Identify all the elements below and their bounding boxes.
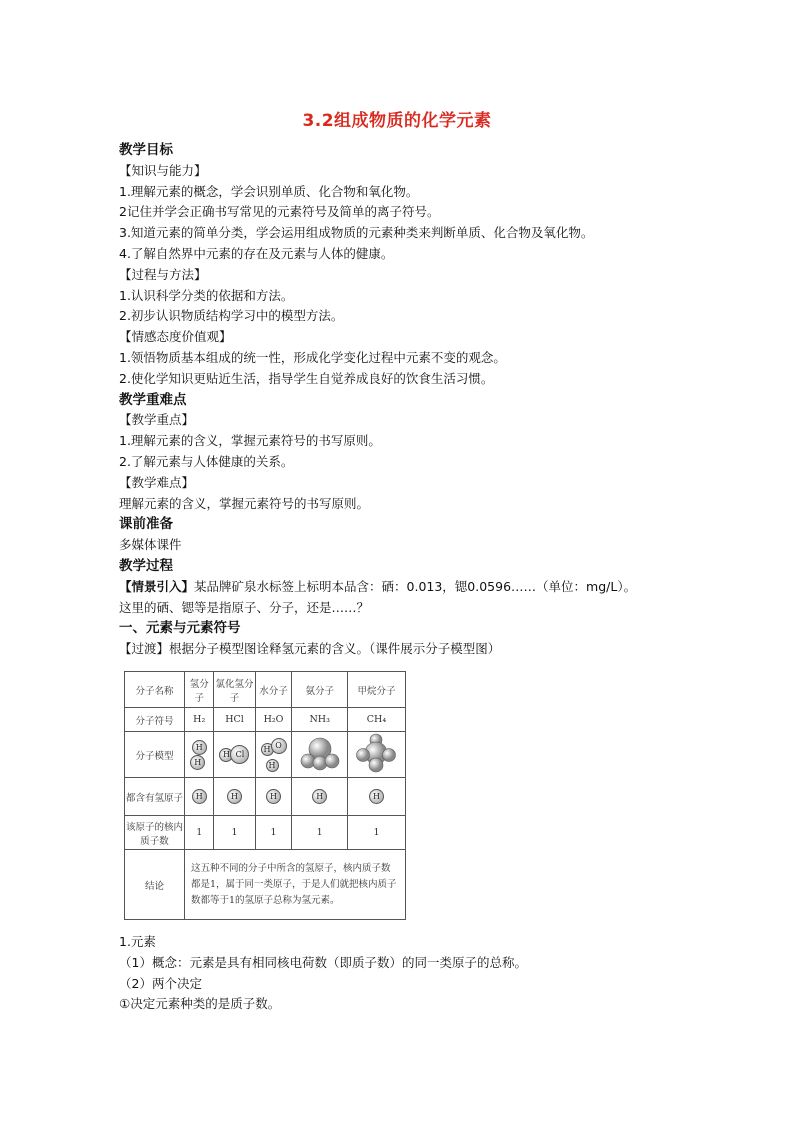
hydrogen-atom-icon: H <box>192 789 207 804</box>
intro-line <box>119 577 699 598</box>
goals-heading: 教学目标 <box>119 142 173 158</box>
molecule-name: 氨分子 <box>292 672 347 708</box>
process-item: 2.初步认识物质结构学习中的模型方法。 <box>119 308 344 324</box>
hydrogen-atom-icon: H <box>190 755 205 770</box>
proton-count: 1 <box>185 816 214 850</box>
prep-text: 多媒体课件 <box>119 537 182 553</box>
hydrogen-atom-cell <box>214 778 255 816</box>
methane-model-icon <box>355 733 397 773</box>
row-label: 分子模型 <box>125 732 185 778</box>
difficulty-sub: 【教学难点】 <box>119 474 195 490</box>
hcl-model <box>214 732 255 778</box>
nh3-model <box>292 732 347 778</box>
hydrogen-atom-icon: H <box>261 743 274 756</box>
proton-count: 1 <box>347 816 405 850</box>
molecule-formula: CH₄ <box>347 708 405 732</box>
key-sub: 【教学重点】 <box>119 412 195 428</box>
molecule-name: 水分子 <box>255 672 292 708</box>
key-item: 1.理解元素的含义，掌握元素符号的书写原则。 <box>119 433 381 449</box>
transition-label: 【过渡】 <box>119 641 170 657</box>
table-row <box>125 850 406 920</box>
hydrogen-atom-cell <box>292 778 347 816</box>
molecule-formula: H₂ <box>185 708 214 732</box>
document-body <box>119 140 699 660</box>
row-label: 都含有氢原子 <box>125 778 185 816</box>
intro-line2: 这里的硒、锶等是指原子、分子，还是……？ <box>119 599 370 615</box>
attitude-item: 1.领悟物质基本组成的统一性，形成化学变化过程中元素不变的观念。 <box>119 349 506 365</box>
difficulty-text: 理解元素的含义，掌握元素符号的书写原则。 <box>119 495 370 511</box>
row-label: 分子名称 <box>125 672 185 708</box>
table-row <box>125 732 406 778</box>
transition-text: 根据分子模型图诠释氢元素的含义。（课件展示分子模型图） <box>169 641 501 657</box>
oxygen-atom-icon: O <box>271 738 287 754</box>
page-title: 3.2组成物质的化学元素 <box>302 111 492 131</box>
row-label: 结论 <box>125 850 185 920</box>
conclusion-text: 这五种不同的分子中所含的氢原子，核内质子数都是1，属于同一类原子，于是人们就把核内质子数都等于1的氢原子总称为氢元素。 <box>185 850 406 920</box>
element-item: 1.元素 <box>119 934 156 949</box>
key-heading: 教学重难点 <box>119 391 187 408</box>
prep-heading: 课前准备 <box>119 516 173 533</box>
hydrogen-atom-icon: H <box>369 789 384 804</box>
table-row <box>125 816 406 850</box>
intro-text: 某品牌矿泉水标签上标明本品含：硒：0.013，锶0.0596……（单位：mg/L）。 <box>194 578 637 594</box>
transition-line <box>119 639 699 660</box>
hydrogen-atom-cell <box>185 778 214 816</box>
element-concept: （1）概念：元素是具有相同核电荷数（即质子数）的同一类原子的总称。 <box>119 954 527 970</box>
part1-heading: 一、元素与元素符号 <box>119 620 241 637</box>
proton-count: 1 <box>214 816 255 850</box>
hydrogen-atom-icon: H <box>266 759 279 772</box>
ammonia-model-icon <box>300 735 340 771</box>
knowledge-item: 2记住并学会正确书写常见的元素符号及简单的离子符号。 <box>119 204 440 220</box>
row-label: 该原子的核内质子数 <box>125 816 185 850</box>
process-item: 1.认识科学分类的依据和方法。 <box>119 287 294 303</box>
intro-label: 【情景引入】 <box>119 578 195 594</box>
table-row <box>125 672 406 708</box>
molecule-formula: HCl <box>214 708 255 732</box>
molecule-name: 氢分子 <box>185 672 214 708</box>
hydrogen-atom-icon: H <box>312 789 327 804</box>
ch4-model <box>347 732 405 778</box>
h2-model <box>185 732 214 778</box>
chlorine-atom-icon: Cl <box>230 745 249 764</box>
hydrogen-atom-icon: H <box>219 748 233 762</box>
table-row <box>125 708 406 732</box>
table-row <box>125 778 406 816</box>
two-decisions: （2）两个决定 <box>119 975 202 991</box>
hydrogen-atom-cell <box>347 778 405 816</box>
knowledge-item: 3.知道元素的简单分类，学会运用组成物质的元素种类来判断单质、化合物及氧化物。 <box>119 225 594 241</box>
attitude-heading: 【情感态度价值观】 <box>119 329 232 345</box>
molecule-name: 甲烷分子 <box>347 672 405 708</box>
molecule-model-table <box>124 671 406 920</box>
process-heading: 【过程与方法】 <box>119 266 207 282</box>
h2o-model <box>255 732 292 778</box>
teaching-process-heading: 教学过程 <box>119 557 173 574</box>
element-section <box>119 932 699 1015</box>
molecule-name: 氯化氢分子 <box>214 672 255 708</box>
decision-one: ①决定元素种类的是质子数。 <box>119 996 281 1012</box>
key-item: 2.了解元素与人体健康的关系。 <box>119 453 294 469</box>
row-label: 分子符号 <box>125 708 185 732</box>
hydrogen-atom-icon: H <box>266 789 281 804</box>
knowledge-item: 1.理解元素的概念，学会识别单质、化合物和氧化物。 <box>119 183 419 199</box>
hydrogen-atom-icon: H <box>227 789 242 804</box>
hydrogen-atom-icon: H <box>192 740 207 755</box>
knowledge-heading: 【知识与能力】 <box>119 162 207 178</box>
knowledge-item: 4.了解自然界中元素的存在及元素与人体的健康。 <box>119 245 394 261</box>
hydrogen-atom-cell <box>255 778 292 816</box>
molecule-formula: NH₃ <box>292 708 347 732</box>
proton-count: 1 <box>255 816 292 850</box>
proton-count: 1 <box>292 816 347 850</box>
molecule-formula: H₂O <box>255 708 292 732</box>
attitude-item: 2.使化学知识更贴近生活，指导学生自觉养成良好的饮食生活习惯。 <box>119 370 494 386</box>
